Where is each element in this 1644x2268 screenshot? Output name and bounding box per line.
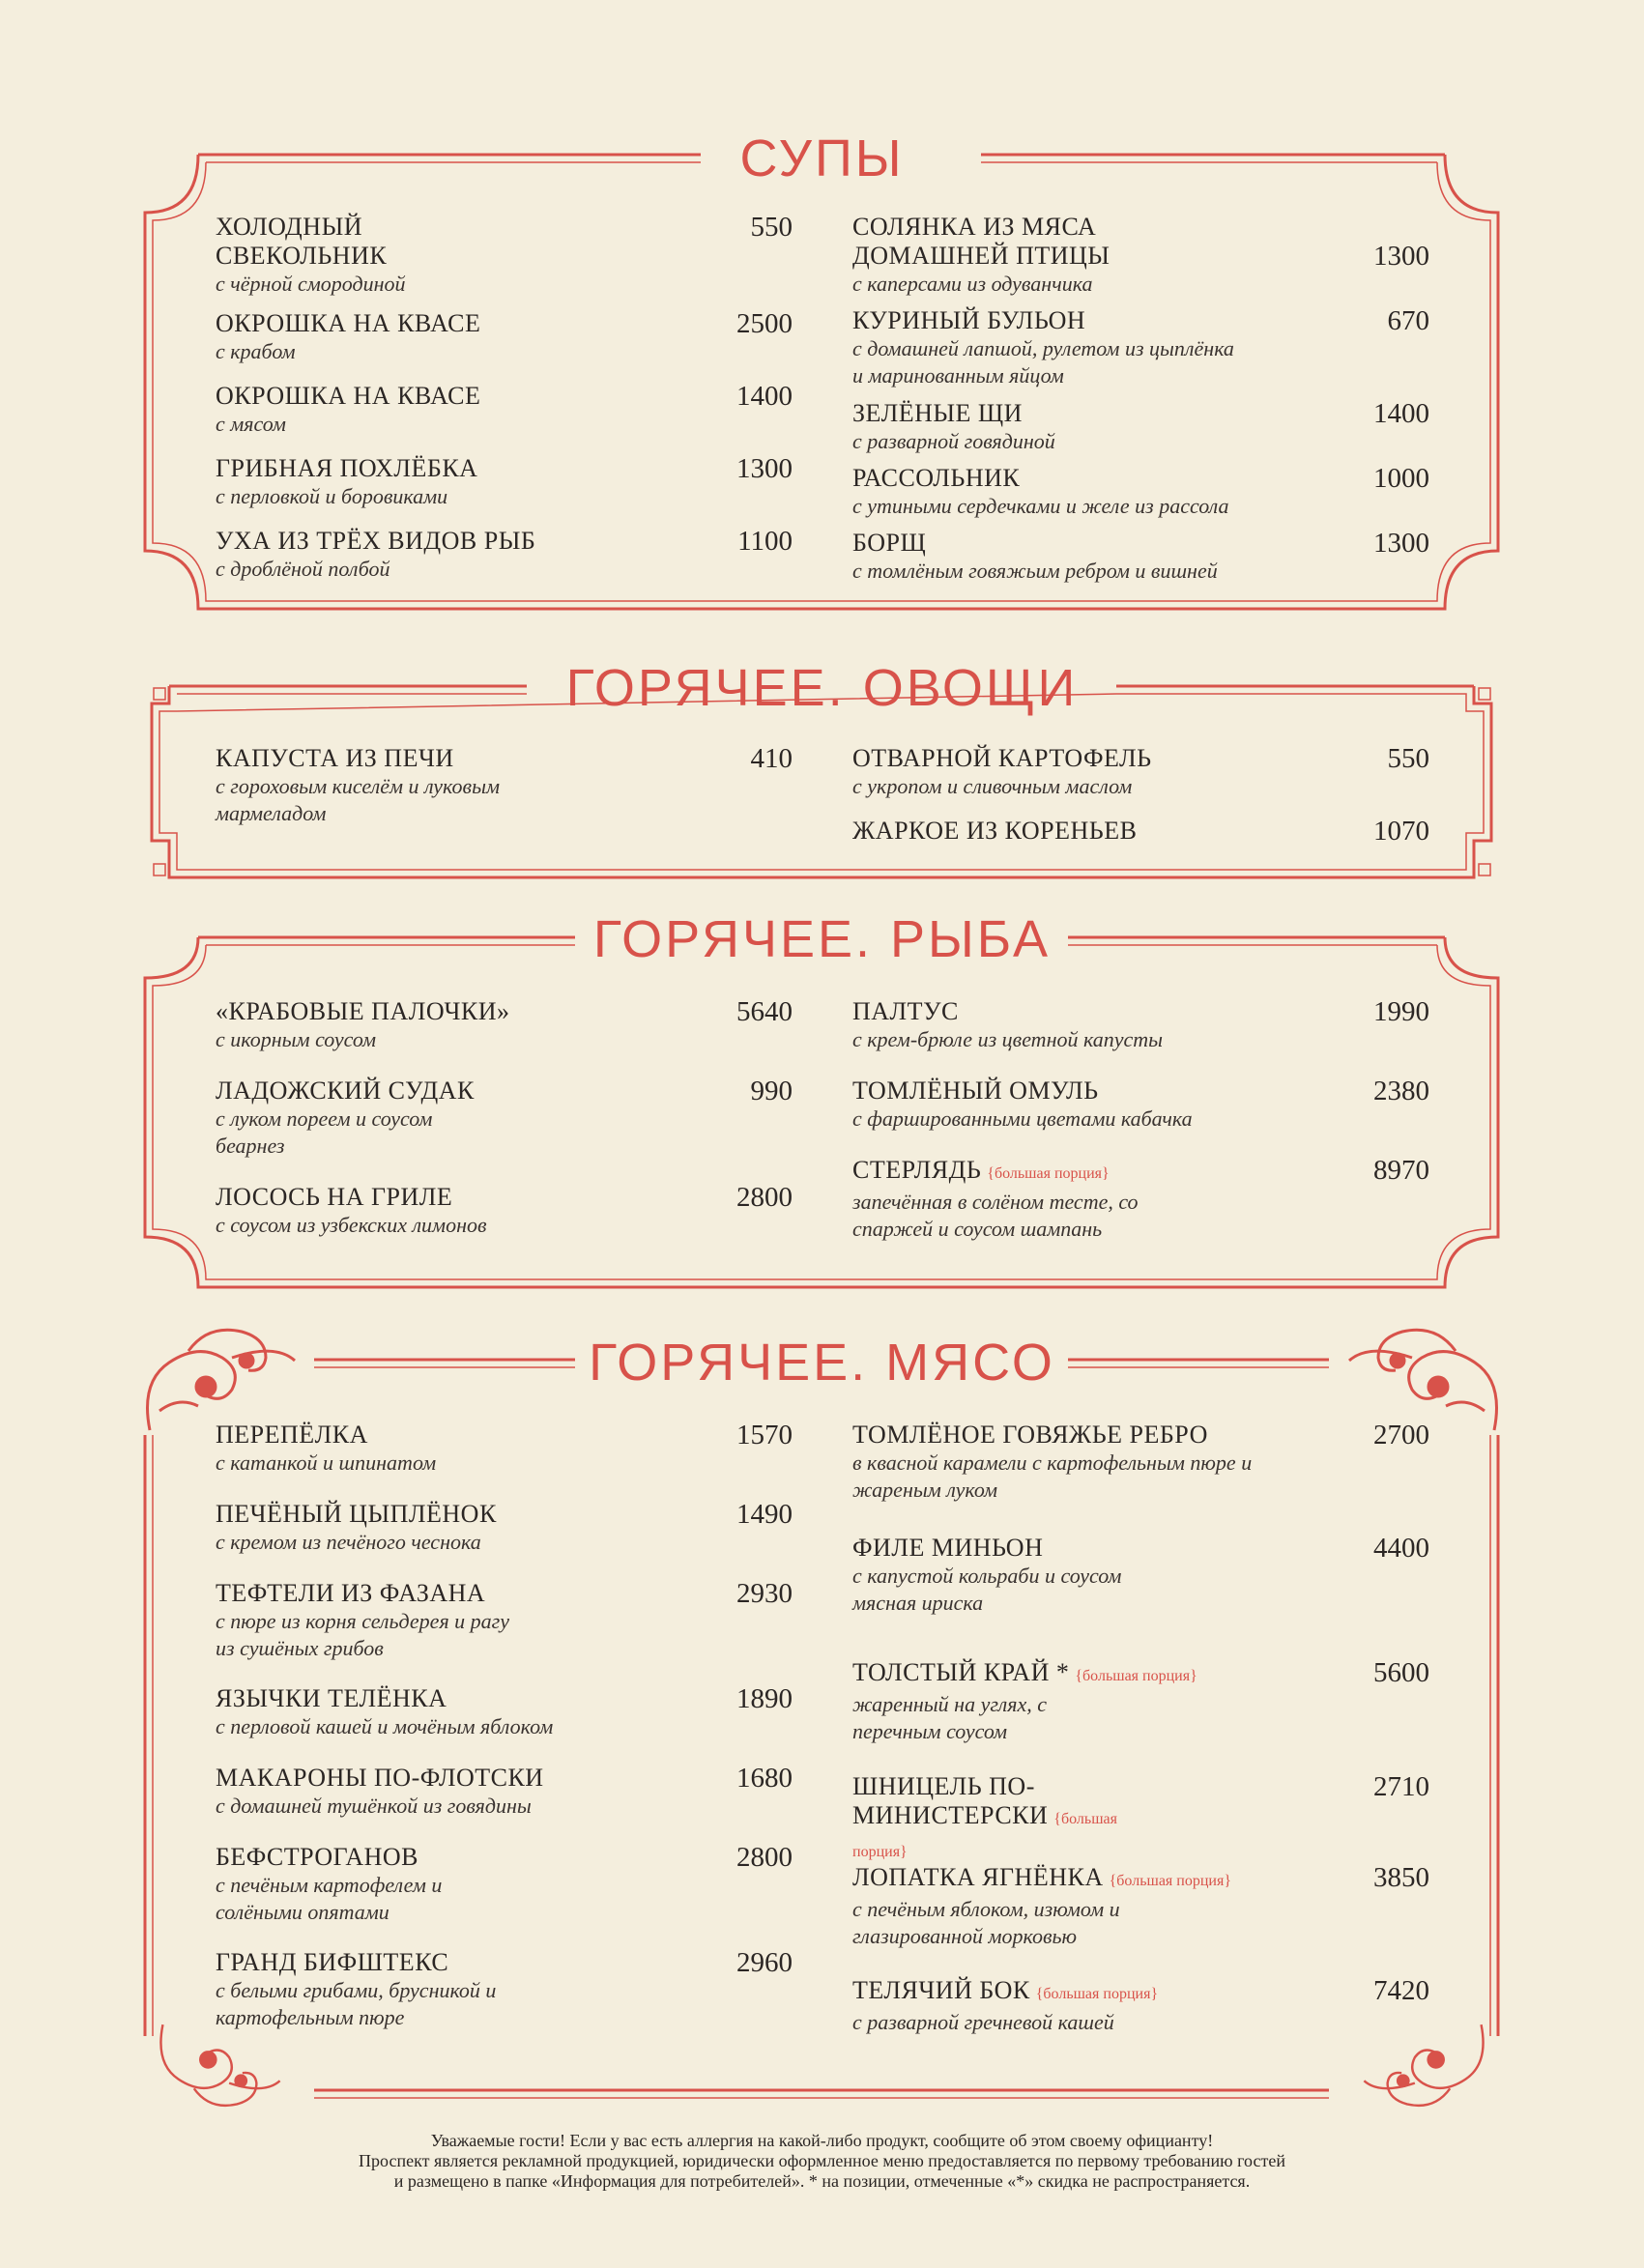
menu-item (852, 399, 1429, 455)
item-price: 1680 (736, 1763, 793, 1794)
item-name-text: СТЕРЛЯДЬ (852, 1156, 982, 1184)
item-price: 5640 (736, 996, 793, 1027)
item-desc: с крем-брюле из цветной капусты (852, 1027, 1164, 1051)
item-name: МАКАРОНЫ ПО-ФЛОТСКИ (216, 1764, 544, 1792)
menu-item (216, 454, 793, 510)
item-desc: с томлёным говяжьим ребром и вишней (852, 559, 1218, 583)
item-desc: с укропом и сливочным маслом (852, 774, 1133, 798)
menu-item (216, 382, 793, 438)
menu-item (216, 309, 793, 365)
section-title: ГОРЯЧЕЕ. ОВОЩИ (565, 659, 1079, 717)
menu-item (852, 306, 1429, 389)
item-name: КАПУСТА ИЗ ПЕЧИ (216, 744, 454, 772)
item-name: ЗЕЛЁНЫЕ ЩИ (852, 399, 1023, 427)
item-name: ОКРОШКА НА КВАСЕ (216, 309, 481, 337)
menu-item (852, 1976, 1429, 2036)
menu-item (852, 529, 1429, 585)
item-desc: с фаршированными цветами кабачка (852, 1106, 1193, 1131)
item-name: ГРАНД БИФШТЕКС (216, 1948, 449, 1976)
menu-item (852, 1863, 1429, 1950)
item-desc: с пюре из корня сельдерея и рагу из сушёных грибов (216, 1609, 510, 1660)
menu-item (216, 744, 793, 827)
item-name (852, 1976, 1429, 2009)
allergy-notice (0, 2131, 1644, 2192)
item-price: 1000 (1373, 463, 1429, 494)
item-price: 1990 (1373, 996, 1429, 1027)
item-price: 8970 (1373, 1155, 1429, 1186)
footer-line: Проспект является рекламной продукцией, юридически оформленное меню предоставляется по первому требованию гостей (359, 2151, 1285, 2170)
item-name: ЛОСОСЬ НА ГРИЛЕ (216, 1183, 453, 1211)
item-name-text: ЛОПАТКА ЯГНЁНКА (852, 1863, 1104, 1891)
section-soups (140, 126, 1504, 638)
item-desc: с утиными сердечками и желе из рассола (852, 494, 1229, 518)
item-price: 1400 (736, 381, 793, 412)
item-name: БОРЩ (852, 529, 927, 557)
menu-item (216, 1764, 793, 1820)
item-price: 3850 (1373, 1862, 1429, 1893)
item-price: 7420 (1373, 1975, 1429, 2006)
section-title: СУПЫ (739, 129, 905, 187)
item-desc: с мясом (216, 412, 286, 436)
menu-item (216, 1579, 793, 1662)
portion-badge: {большая порция} (1035, 1986, 1159, 2002)
item-price: 1300 (1373, 241, 1429, 272)
item-price: 1400 (1373, 398, 1429, 429)
item-name: ПАЛТУС (852, 997, 959, 1025)
footer-line: и размещено в папке «Информация для потребителей». * на позиции, отмеченные «*» скидка не распространяется. (393, 2171, 1251, 2191)
menu-item (216, 1421, 793, 1477)
item-price: 1570 (736, 1420, 793, 1450)
item-desc: с домашней лапшой, рулетом из цыплёнка и маринованным яйцом (852, 336, 1234, 388)
item-desc: с дроблёной полбой (216, 557, 390, 581)
portion-badge: {большая порция} (1109, 1873, 1232, 1889)
section-title: ГОРЯЧЕЕ. РЫБА (592, 910, 1052, 968)
item-name: ТОМЛЁНОЕ ГОВЯЖЬЕ РЕБРО (852, 1421, 1208, 1449)
item-desc: с белыми грибами, брусникой и картофельным пюре (216, 1978, 497, 2029)
item-desc: с каперсами из одуванчика (852, 272, 1093, 296)
item-desc: с разварной говядиной (852, 429, 1055, 453)
footer-line: Уважаемые гости! Если у вас есть аллергия на какой-либо продукт, сообщите об этом своему официанту! (430, 2131, 1214, 2150)
menu-item (852, 464, 1429, 520)
item-price: 2930 (736, 1578, 793, 1609)
item-price: 1070 (1373, 816, 1429, 847)
menu-item (216, 213, 793, 298)
menu-item (852, 1156, 1429, 1243)
item-desc: с капустой кольраби и соусом мясная ириска (852, 1564, 1122, 1615)
item-price: 1890 (736, 1683, 793, 1714)
section-title: ГОРЯЧЕЕ. МЯСО (589, 1334, 1055, 1392)
item-name: БЕФСТРОГАНОВ (216, 1843, 419, 1871)
item-name: ХОЛОДНЫЙ СВЕКОЛЬНИК (216, 213, 388, 270)
menu-item (216, 1183, 793, 1239)
item-price: 2960 (736, 1947, 793, 1978)
menu-item (852, 817, 1429, 846)
item-price: 2800 (736, 1182, 793, 1213)
item-desc: с разварной гречневой кашей (852, 2010, 1114, 2034)
item-price: 1300 (1373, 528, 1429, 559)
portion-badge: {большая порция} (987, 1165, 1110, 1182)
menu-item (852, 997, 1429, 1053)
item-name: КУРИНЫЙ БУЛЬОН (852, 306, 1086, 334)
item-name-text: ШНИЦЕЛЬ ПО-МИНИСТЕРСКИ (852, 1772, 1049, 1829)
item-price: 410 (750, 743, 793, 774)
item-name: ЯЗЫЧКИ ТЕЛЁНКА (216, 1684, 447, 1712)
section-meat (140, 1319, 1504, 2116)
item-desc: запечённая в солёном тесте, со спаржей и соусом шампань (852, 1190, 1139, 1241)
item-name (852, 1772, 1249, 1867)
item-desc: с соусом из узбекских лимонов (216, 1213, 487, 1237)
item-price: 550 (750, 212, 793, 243)
menu-item (852, 1077, 1429, 1133)
menu-item (216, 1948, 793, 2031)
item-desc: в квасной карамели с картофельным пюре и жареным луком (852, 1450, 1253, 1502)
item-name: ЛАДОЖСКИЙ СУДАК (216, 1077, 475, 1105)
item-name: ТЕФТЕЛИ ИЗ ФАЗАНА (216, 1579, 486, 1607)
item-price: 2500 (736, 308, 793, 339)
item-name: ФИЛЕ МИНЬОН (852, 1534, 1044, 1562)
item-name: ОКРОШКА НА КВАСЕ (216, 382, 481, 410)
item-desc: с икорным соусом (216, 1027, 377, 1051)
item-price: 1100 (737, 526, 793, 557)
item-name: ТОМЛЁНЫЙ ОМУЛЬ (852, 1077, 1099, 1105)
item-name (852, 1863, 1429, 1896)
item-price: 2800 (736, 1842, 793, 1873)
menu-item (852, 1534, 1429, 1617)
section-fish (140, 908, 1504, 1295)
item-price: 2700 (1373, 1420, 1429, 1450)
item-name: ПЕРЕПЁЛКА (216, 1421, 368, 1449)
item-name: РАССОЛЬНИК (852, 464, 1021, 492)
item-name: ПЕЧЁНЫЙ ЦЫПЛЁНОК (216, 1500, 497, 1528)
item-name: СОЛЯНКА ИЗ МЯСА ДОМАШНЕЙ ПТИЦЫ (852, 213, 1110, 270)
item-desc: с крабом (216, 339, 296, 363)
ornament-bottom-left-icon (130, 2017, 304, 2118)
item-name: ГРИБНАЯ ПОХЛЁБКА (216, 454, 478, 482)
item-name: «КРАБОВЫЕ ПАЛОЧКИ» (216, 997, 510, 1025)
item-desc: с перловкой и боровиками (216, 484, 448, 508)
item-price: 5600 (1373, 1657, 1429, 1688)
item-name-text: ТОЛСТЫЙ КРАЙ * (852, 1658, 1070, 1686)
portion-badge: {большая порция} (1075, 1668, 1197, 1684)
menu-item (852, 1421, 1429, 1504)
item-desc: с перловой кашей и мочёным яблоком (216, 1714, 554, 1738)
item-name (852, 1658, 1429, 1691)
item-name (852, 1156, 1429, 1189)
section-veg (140, 657, 1504, 889)
item-desc: с кремом из печёного чеснока (216, 1530, 481, 1554)
item-name: ОТВАРНОЙ КАРТОФЕЛЬ (852, 744, 1152, 772)
menu-item (216, 1077, 793, 1160)
item-name-text: ТЕЛЯЧИЙ БОК (852, 1976, 1030, 2004)
item-desc: с печёным картофелем и солёными опятами (216, 1873, 443, 1924)
item-price: 4400 (1373, 1533, 1429, 1564)
menu-item (216, 1500, 793, 1556)
menu-item (216, 527, 793, 583)
item-desc: с гороховым киселём и луковым мармеладом (216, 774, 501, 825)
menu-item (852, 1658, 1429, 1745)
item-price: 550 (1387, 743, 1429, 774)
item-price: 2710 (1373, 1771, 1429, 1802)
menu-item (852, 744, 1429, 800)
item-desc: с чёрной смородиной (216, 272, 406, 296)
item-price: 1300 (736, 453, 793, 484)
portion-badge: {большая порция} (852, 1811, 1117, 1860)
item-desc: с домашней тушёнкой из говядины (216, 1794, 532, 1818)
item-price: 670 (1387, 305, 1429, 336)
menu-item (852, 213, 1429, 298)
menu-item (216, 1843, 793, 1926)
item-desc: с катанкой и шпинатом (216, 1450, 437, 1475)
menu-item (216, 1684, 793, 1740)
item-desc: жаренный на углях, с перечным соусом (852, 1692, 1047, 1743)
item-price: 990 (750, 1076, 793, 1106)
menu-item (216, 997, 793, 1053)
item-price: 2380 (1373, 1076, 1429, 1106)
menu-item (852, 1772, 1429, 1867)
item-name: ЖАРКОЕ ИЗ КОРЕНЬЕВ (852, 817, 1138, 845)
item-name: УХА ИЗ ТРЁХ ВИДОВ РЫБ (216, 527, 536, 555)
item-desc: с луком пореем и соусом беарнез (216, 1106, 433, 1158)
item-desc: с печёным яблоком, изюмом и глазированной морковью (852, 1897, 1120, 1948)
item-price: 1490 (736, 1499, 793, 1530)
